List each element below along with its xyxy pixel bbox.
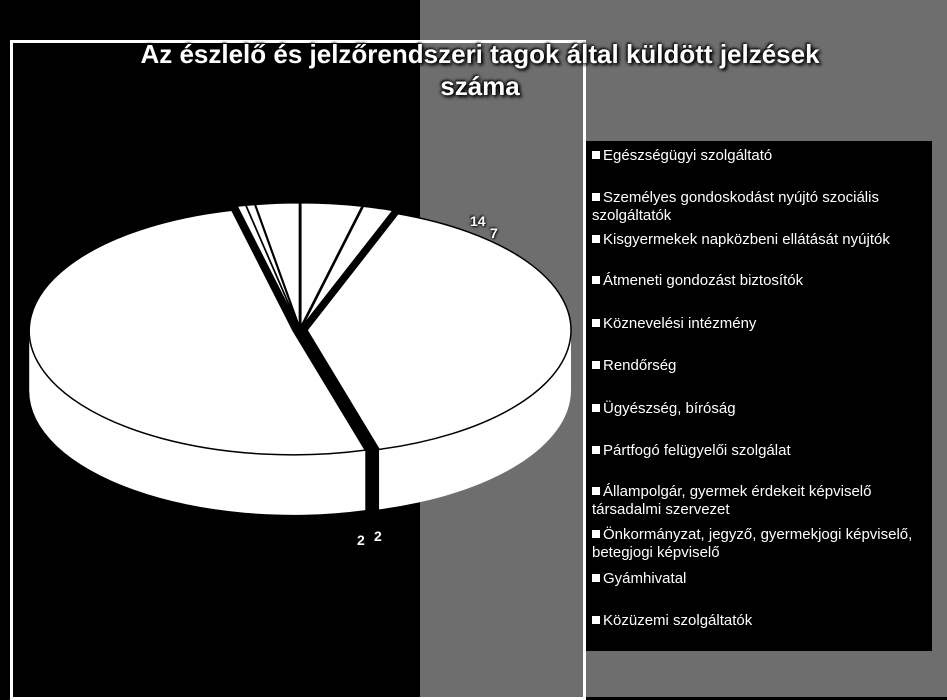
legend-item-gyamhivatal: Gyámhivatal [592,570,926,588]
legend-item-allampolgar: Állampolgár, gyermek érdekeit képviselő társadalmi szervezet [592,483,872,518]
legend [586,141,932,651]
legend-item-koznevelesi: Köznevelési intézmény [592,315,926,333]
legend-item-kozuzemi: Közüzemi szolgáltatók [592,612,926,630]
legend-item-atmeneti-gondozas: Átmeneti gondozást biztosítók [592,272,926,290]
legend-item-rendorseg: Rendőrség [592,357,926,375]
legend-swatch [592,319,600,327]
legend-swatch [592,151,600,159]
legend-swatch [592,404,600,412]
legend-swatch [592,361,600,369]
legend-item-ugyeszseg: Ügyészség, bíróság [592,400,926,418]
legend-swatch [592,446,600,454]
legend-item-onkormanyzat: Önkormányzat, jegyző, gyermekjogi képviselő, betegjogi képviselő [592,526,913,561]
legend-item-kisgyermekek: Kisgyermekek napközbeni ellátását nyújtók [592,231,926,249]
legend-swatch [592,616,600,624]
data-label-partfogo: 2 [374,528,382,544]
legend-swatch [592,574,600,582]
legend-item-partfogo: Pártfogó felügyelői szolgálat [592,442,926,460]
data-label-ugyeszseg: 2 [357,532,365,548]
legend-swatch [592,193,600,201]
legend-item-egeszsegugyi: Egészségügyi szolgáltató [592,147,926,165]
legend-swatch [592,530,600,538]
legend-swatch [592,276,600,284]
legend-swatch [592,487,600,495]
chart-title: Az észlelő és jelzőrendszeri tagok által küldött jelzések száma [140,39,820,101]
data-label-egeszsegugyi: 14 [470,213,486,229]
legend-swatch [592,235,600,243]
legend-item-szemelyes-gondoskodas: Személyes gondoskodást nyújtó szociális szolgáltatók [592,189,879,224]
data-label-szemelyes-gondoskodas: 7 [490,225,498,241]
